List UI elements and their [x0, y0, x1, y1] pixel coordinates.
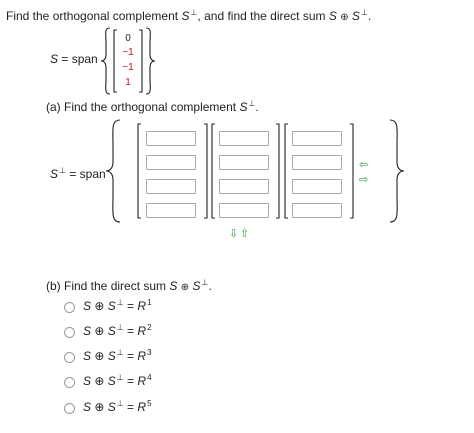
vector-2-entry-2[interactable]: [219, 155, 269, 170]
question-text: Find the orthogonal complement S⊥, and find the direct sum S ⊕ S⊥.: [6, 8, 372, 23]
s-perp-span-label: S⊥ = span: [50, 166, 106, 181]
matrix-entry: 0: [125, 33, 131, 44]
vector-1-entry-3[interactable]: [146, 179, 196, 194]
vector-2-entry-4[interactable]: [219, 203, 269, 218]
option-radio-r3[interactable]: [64, 352, 75, 363]
vector-2-entry-3[interactable]: [219, 179, 269, 194]
option-label-r1: S ⊕ $S^\perp = R^1$: [83, 298, 152, 313]
option-label-r2: S ⊕ $S^\perp = R^2$: [83, 323, 152, 338]
remove-column-arrow-icon[interactable]: ⇨: [359, 174, 369, 186]
option-label-r4: S ⊕ $S^\perp = R^4$: [83, 373, 152, 388]
vector-3-entry-1[interactable]: [292, 131, 342, 146]
matrix-entry: 1: [125, 77, 131, 88]
vector-2-entry-1[interactable]: [219, 131, 269, 146]
matrix-entry: −1: [122, 62, 134, 73]
vector-3-entry-4[interactable]: [292, 203, 342, 218]
matrix-entry: −1: [122, 47, 134, 58]
option-radio-r5[interactable]: [64, 403, 75, 414]
remove-row-arrow-icon[interactable]: ⇧: [240, 228, 250, 240]
add-row-arrow-icon[interactable]: ⇩: [229, 228, 239, 240]
option-radio-r4[interactable]: [64, 377, 75, 388]
option-radio-r2[interactable]: [64, 327, 75, 338]
vector-1-entry-4[interactable]: [146, 203, 196, 218]
vector-3-entry-3[interactable]: [292, 179, 342, 194]
option-label-r5: S ⊕ $S^\perp = R^5$: [83, 399, 152, 414]
part-b-label: (b) Find the direct sum S ⊕ S⊥.: [46, 278, 212, 293]
span-definition-label: S = span: [50, 52, 98, 66]
option-label-r3: S ⊕ $S^\perp = R^3$: [83, 348, 152, 363]
add-column-arrow-icon[interactable]: ⇦: [359, 159, 369, 171]
part-a-label: (a) Find the orthogonal complement S⊥.: [46, 99, 259, 114]
vector-3-entry-2[interactable]: [292, 155, 342, 170]
option-radio-r1[interactable]: [64, 302, 75, 313]
vector-1-entry-1[interactable]: [146, 131, 196, 146]
vector-1-entry-2[interactable]: [146, 155, 196, 170]
